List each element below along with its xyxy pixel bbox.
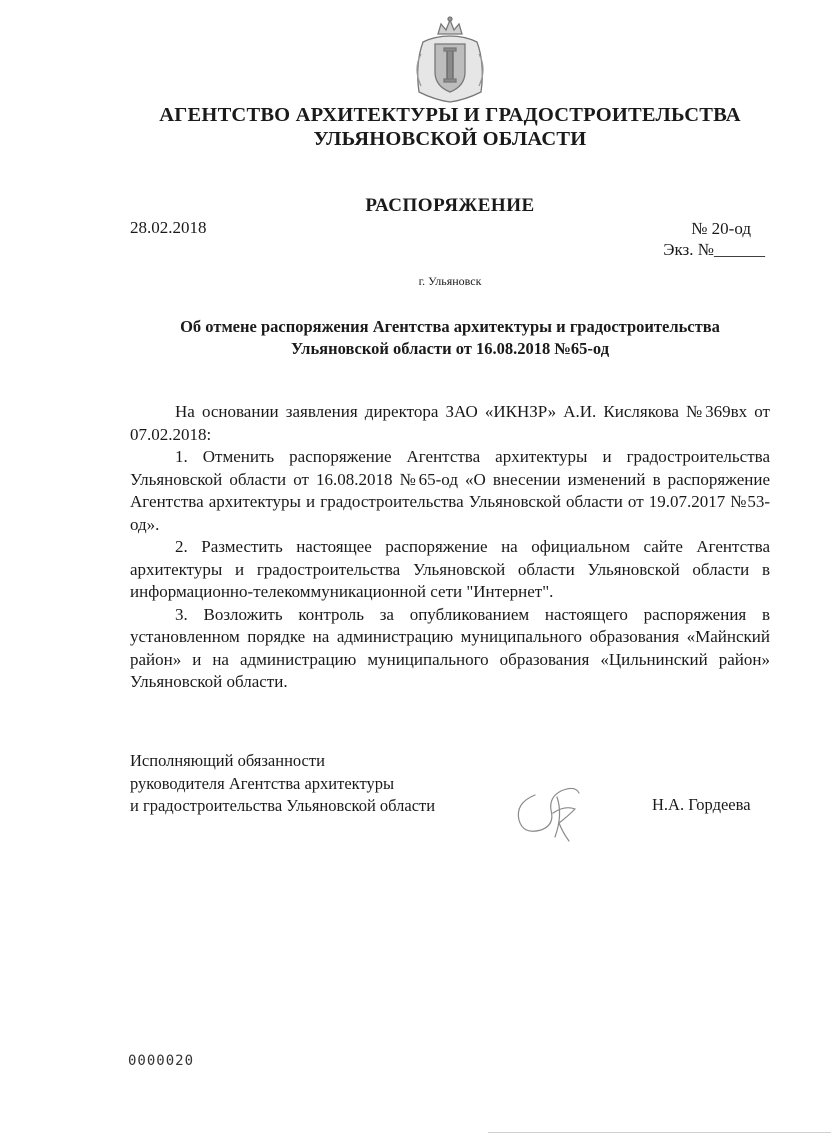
city-label: г. Ульяновск [418, 274, 482, 288]
body-preamble: На основании заявления директора ЗАО «ИКНЗР» А.И. Кислякова №369вх от 07.02.2018: [130, 402, 770, 444]
document-date: 28.02.2018 [130, 218, 207, 237]
agency-name-line1: АГЕНТСТВО АРХИТЕКТУРЫ И ГРАДОСТРОИТЕЛЬСТВА [159, 104, 741, 126]
position-line2: руководителя Агентства архитектуры [130, 773, 395, 793]
agency-name [130, 103, 770, 151]
body-item-3: 3. Возложить контроль за опубликованием настоящего распоряжения в установленном порядке на администрацию муниципального образования «Майнский район» и на администрацию муниципального образования «Цильнинский район» Ульяновской области. [130, 604, 770, 691]
document-body [130, 401, 770, 694]
serial-number: 0000020 [128, 1053, 195, 1069]
subject-line1: Об отмене распоряжения Агентства архитектуры и градостроительства [180, 317, 720, 336]
document-type-title: РАСПОРЯЖЕНИЕ [365, 195, 535, 216]
subject-line2: Ульяновской области от 16.08.2018 №65-од [290, 339, 610, 358]
position-line1: Исполняющий обязанности [130, 751, 325, 770]
position-line3: и градостроительства Ульяновской области [130, 796, 436, 815]
signatory-name: Н.А. Гордеева [652, 795, 751, 814]
scan-edge-line [488, 1132, 831, 1133]
body-item-1: 1. Отменить распоряжение Агентства архитектуры и градостроительства Ульяновской области от 16.08.2018 №65-од «О внесении изменений в распоряжение Агентства архитектуры и градостроительства Ульяновской области от 19.07.2017 №53-од». [130, 447, 770, 534]
copy-number-label: Экз. №______ [663, 240, 765, 259]
coat-of-arms-icon [405, 14, 495, 106]
agency-name-line2: УЛЬЯНОВСКОЙ ОБЛАСТИ [313, 128, 587, 150]
document-number: № 20-од [691, 219, 751, 238]
body-item-2: 2. Разместить настоящее распоряжение на официальном сайте Агентства архитектуры и градостроительства Ульяновской области Ульяновской области в информационно-телекоммуникационной сети "Интернет". [130, 537, 770, 601]
signatory-position [130, 750, 435, 818]
handwritten-signature-icon [505, 775, 600, 845]
document-subject [130, 316, 770, 360]
